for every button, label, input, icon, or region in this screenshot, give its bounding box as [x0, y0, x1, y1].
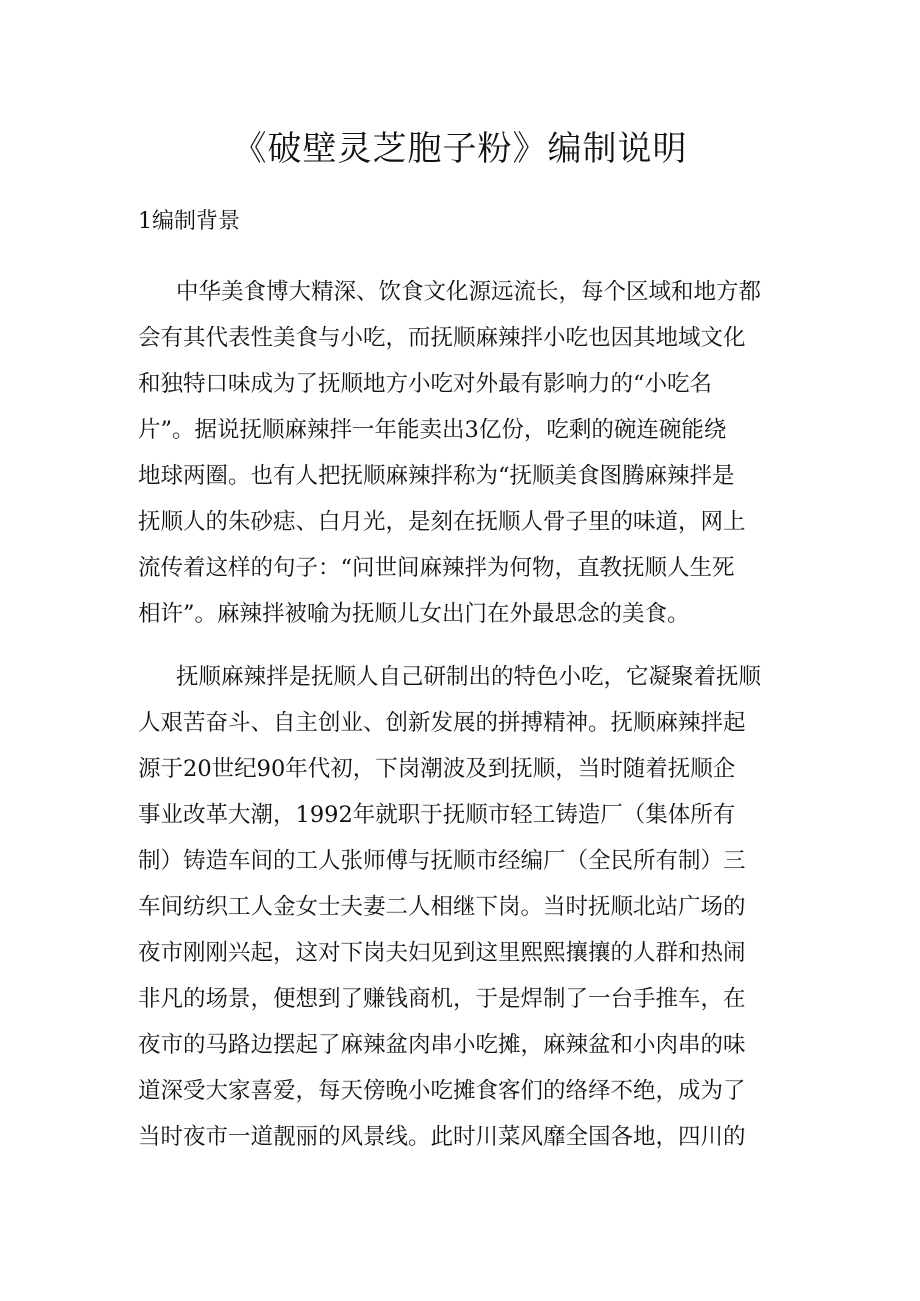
section-heading-background: 1编制背景: [138, 209, 240, 234]
paragraph-line: 和独特口味成为了抚顺地方小吃对外最有影响力的“小吃名: [138, 371, 713, 397]
paragraph-line: 中华美食博大精深、饮食文化源远流长，每个区域和地方都: [176, 279, 762, 305]
paragraph-line: 抚顺麻辣拌是抚顺人自己研制出的特色小吃，它凝聚着抚顺: [176, 664, 762, 690]
paragraph-line: 事业改革大潮，1992年就职于抚顺市轻工铸造厂（集体所有: [138, 802, 736, 828]
paragraph-line: 车间纺织工人金女士夫妻二人相继下岗。当时抚顺北站广场的: [138, 894, 746, 920]
paragraph-line: 道深受大家喜爱，每天傍晚小吃摊食客们的络绎不绝，成为了: [138, 1078, 746, 1104]
paragraph-line: 制）铸造车间的工人张师傅与抚顺市经编厂（全民所有制）三: [138, 848, 746, 874]
paragraph-line: 会有其代表性美食与小吃，而抚顺麻辣拌小吃也因其地域文化: [138, 325, 746, 351]
paragraph-line: 人艰苦奋斗、自主创业、创新发展的拼搏精神。抚顺麻辣拌起: [138, 710, 746, 736]
paragraph-line: 当时夜市一道靓丽的风景线。此时川菜风靡全国各地，四川的: [138, 1124, 746, 1150]
paragraph-line: 地球两圈。也有人把抚顺麻辣拌称为“抚顺美食图腾麻辣拌是: [138, 463, 735, 489]
paragraph-line: 相许”。麻辣拌被喻为抚顺儿女出门在外最思念的美食。: [138, 601, 690, 627]
paragraph-line: 片”。据说抚顺麻辣拌一年能卖出3亿份，吃剩的碗连碗能绕: [138, 417, 727, 443]
paragraph-line: 源于20世纪90年代初，下岗潮波及到抚顺，当时随着抚顺企: [138, 756, 736, 782]
paragraph-line: 夜市的马路边摆起了麻辣盆肉串小吃摊，麻辣盆和小肉串的味: [138, 1032, 746, 1058]
paragraph-line: 流传着这样的句子：“问世间麻辣拌为何物，直教抚顺人生死: [138, 555, 735, 581]
document-title: 《破壁灵芝胞子粉》编制说明: [232, 129, 688, 169]
paragraph-line: 夜市刚刚兴起，这对下岗夫妇见到这里熙熙攘攘的人群和热闹: [138, 940, 746, 966]
paragraph-line: 抚顺人的朱砂痣、白月光，是刻在抚顺人骨子里的味道，网上: [138, 509, 746, 535]
paragraph-line: 非凡的场景，便想到了赚钱商机，于是焊制了一台手推车，在: [138, 986, 746, 1012]
